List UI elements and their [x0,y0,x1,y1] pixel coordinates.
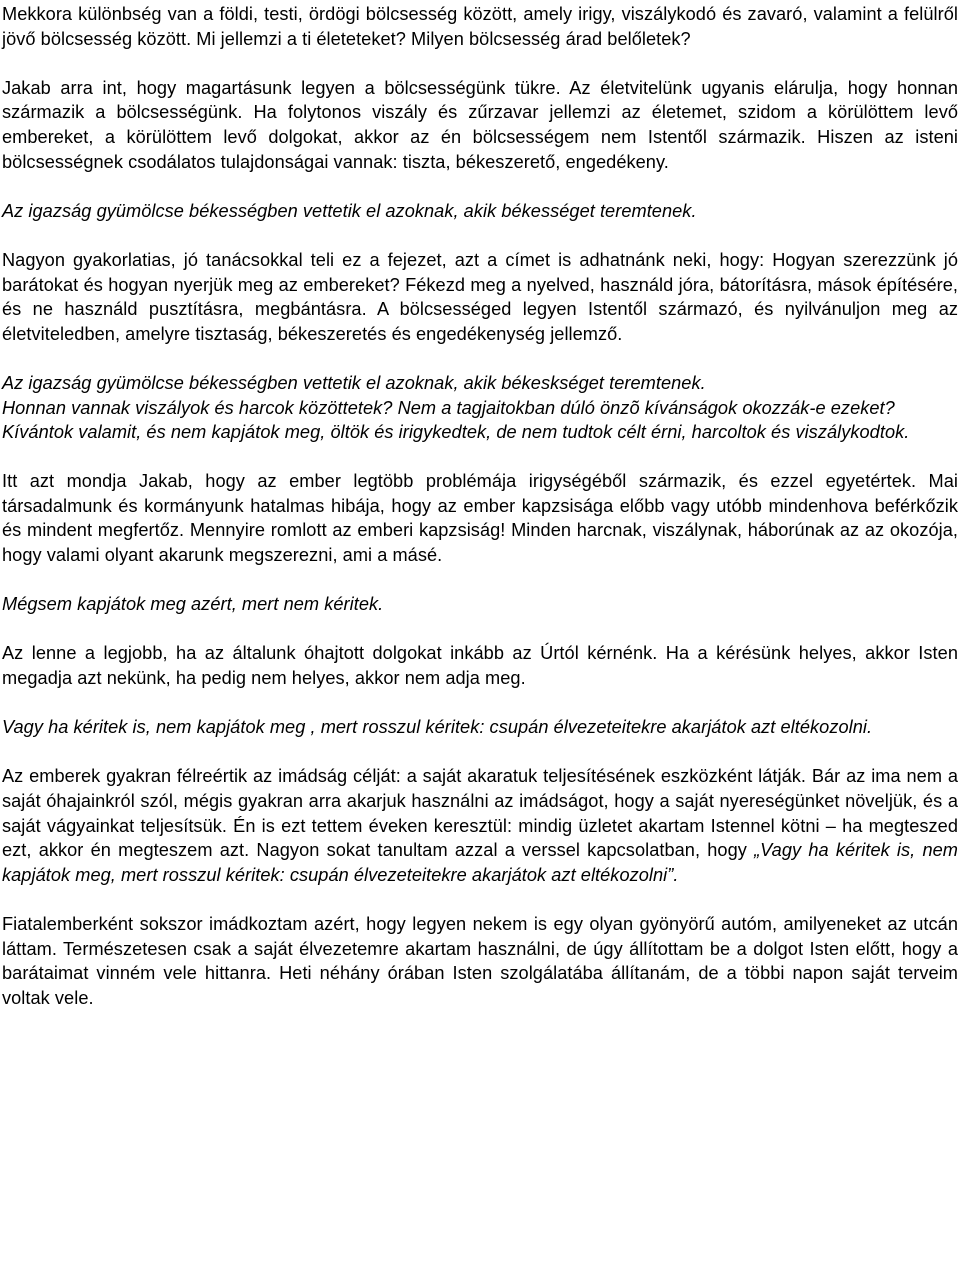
paragraph-4: Itt azt mondja Jakab, hogy az ember legtöbb problémája irigységéből származik, és ezzel egyetértek. Mai társadalmunk és kormányunk hatalmas hibája, hogy az ember kapzsisága előbb vagy utóbb mindenhova beférkőzik és mindent megfertőz. Mennyire romlott az emberi kapzsiság! Minden harcnak, viszálynak, háborúnak az az okozója, hogy valami olyant akarunk megszerezni, ami a másé. [2,471,958,566]
paragraph-gap [2,568,958,593]
scripture-quote-1: Az igazság gyümölcse békességben vettetik el azoknak, akik békességet teremtenek. [2,200,697,221]
paragraph-6-quote: „Vagy ha kéritek is, nem kapjátok meg, mert rosszul kéritek: csupán élvezeteitekre akarjátok azt eltékozolni”. [2,840,958,885]
paragraph-gap [2,51,958,76]
paragraph-3: Nagyon gyakorlatias, jó tanácsokkal teli ez a fejezet, azt a címet is adhatnánk neki, hogy: Hogyan szerezzünk jó barátokat és hogyan nyerjük meg az embereket? Fékezd meg a nyelved, használd jóra, bátorításra, mások építésére, és ne használd pusztításra, megbántásra. A bölcsességed legyen Istentől származó, és nyilvánuljon meg az életviteledben, amelyre tisztaság, békeszeretés és engedékenység jellemző. [2,249,958,344]
paragraph-gap [2,174,958,199]
paragraph-gap [2,223,958,248]
paragraph-2: Jakab arra int, hogy magartásunk legyen a bölcsességünk tükre. Az életvitelünk ugyanis elárulja, hogy honnan származik a bölcsességünk. Ha folytonos viszály és zűrzavar jellemzi az életemet, szidom a körülöttem levő embereket, a körülöttem levő dolgokat, akkor az én bölcsességem nem Istentől származik. Hiszen az isteni bölcsességnek csodálatos tulajdonságai vannak: tiszta, békeszerető, engedékeny. [2,77,958,172]
scripture-quote-2: Az igazság gyümölcse békességben vettetik el azoknak, akik békeskséget teremtenek. [2,372,706,393]
scripture-quote-4: Kívántok valamit, és nem kapjátok meg, öltök és irigykedtek, de nem tudtok célt érni, harcoltok és viszálykodtok. [2,422,910,443]
paragraph-gap [2,346,958,371]
paragraph-6 [2,764,958,887]
paragraph-6-text: Az emberek gyakran félreértik az imádság célját: a saját akaratuk teljesítésének eszközként látják. Bár az ima nem a saját óhajainkról szól, mégis gyakran arra akarjuk használni az imádságot, hogy a saját nyereségünket növeljük, és a saját vágyainkat teljesítsük. Én is ezt tettem éveken keresztül: mindig üzletet akartam Istennel kötni – ha megteszed ezt, akkor én megteszem azt. Nagyon sokat tanultam azzal a verssel kapcsolatban, hogy [2,766,958,861]
paragraph-5: Az lenne a legjobb, ha az általunk óhajtott dolgokat inkább az Úrtól kérnénk. Ha a kérésünk helyes, akkor Isten megadja azt nekünk, ha pedig nem helyes, akkor nem adja meg. [2,643,958,689]
scripture-quote-6: Vagy ha kéritek is, nem kapjátok meg , mert rosszul kéritek: csupán élvezeteitekre akarjátok azt eltékozolni. [2,717,873,738]
paragraph-gap [2,887,958,912]
scripture-quote-5: Mégsem kapjátok meg azért, mert nem kéritek. [2,594,384,615]
paragraph-1: Mekkora különbség van a földi, testi, ördögi bölcsesség között, amely irigy, viszálykodó és zavaró, valamint a felülről jövő bölcsesség között. Mi jellemzi a ti életeteket? Milyen bölcsesség árad belőletek? [2,4,958,49]
paragraph-gap [2,617,958,642]
paragraph-gap [2,445,958,470]
paragraph-gap [2,740,958,765]
paragraph-gap [2,691,958,716]
paragraph-7: Fiatalemberként sokszor imádkoztam azért, hogy legyen nekem is egy olyan gyönyörű autóm, amilyeneket az utcán láttam. Természetesen csak a saját élvezetemre akartam használni, de úgy állítottam be a dolgot Isten előtt, hogy a barátaimat vinném vele hittanra. Heti néhány órában Isten szolgálatába állítanám, de a többi napon saját terveim voltak vele. [2,913,958,1008]
scripture-quote-3: Honnan vannak viszályok és harcok közöttetek? Nem a tagjaitokban dúló önzõ kívánságok okozzák-e ezeket? [2,397,895,418]
